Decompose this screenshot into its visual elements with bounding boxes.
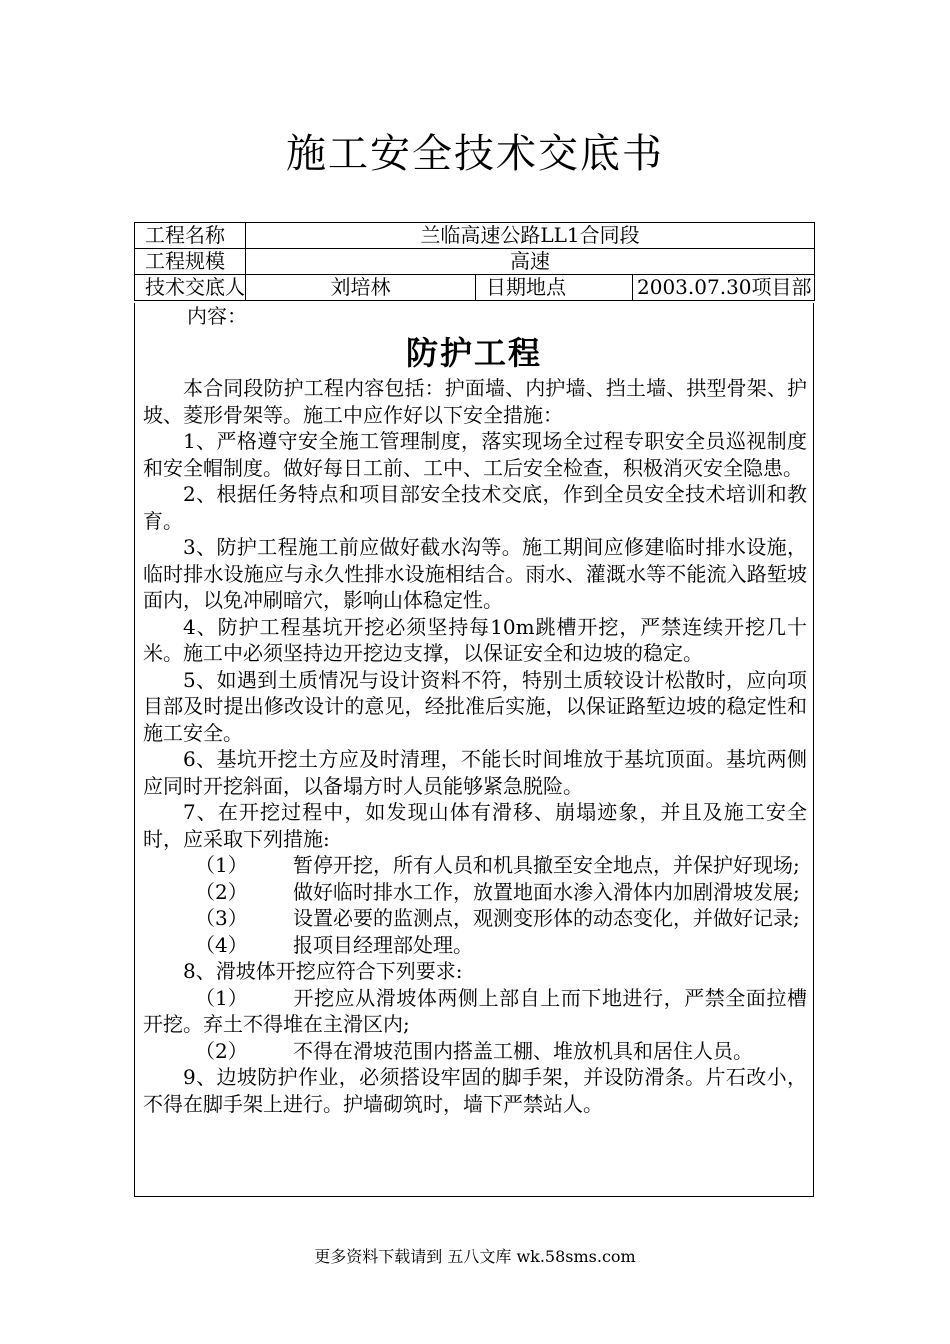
item-8: 8、滑坡体开挖应符合下列要求: — [183, 959, 463, 983]
item-4: 4、防护工程基坑开挖必须坚持每10m跳槽开挖，严禁连续开挖几十米。施工中必须坚持边开挖边支撑，以保证安全和边坡的稳定。 — [143, 614, 807, 665]
item-7-1 — [143, 852, 807, 879]
content-body — [143, 375, 807, 1117]
item-1: 1、严格遵守安全施工管理制度，落实现场全过程专职安全员巡视制度和安全帽制度。做好每日工前、工中、工后安全检查，积极消灭安全隐患。 — [143, 429, 807, 480]
presenter-value: 刘培林 — [246, 275, 476, 301]
item-2: 2、根据任务特点和项目部安全技术交底，作到全员安全技术培训和教育。 — [143, 482, 807, 533]
item-7-2-number: （2） — [195, 879, 248, 904]
item-7-2-text: 做好临时排水工作，放置地面水渗入滑体内加剧滑坡发展; — [293, 879, 800, 904]
item-6: 6、基坑开挖土方应及时清理，不能长时间堆放于基坑顶面。基坑两侧应同时开挖斜面，以备塌方时人员能够紧急脱险。 — [143, 747, 807, 798]
footer-link-text: 更多资料下载请到 五八文库 wk.58sms.com — [314, 1247, 636, 1266]
item-7-4-number: （4） — [195, 932, 248, 957]
project-scale-row — [135, 249, 815, 275]
item-9: 9、边坡防护作业，必须搭设牢固的脚手架，并设防滑条。片石改小，不得在脚手架上进行。护墙砌筑时，墙下严禁站人。 — [143, 1065, 807, 1116]
intro-paragraph: 本合同段防护工程内容包括：护面墙、内护墙、挡土墙、拱型骨架、护坡、菱形骨架等。施工中应作好以下安全措施： — [143, 376, 807, 427]
presenter-row — [135, 275, 815, 301]
item-7-2 — [143, 879, 807, 906]
date-place-label: 日期地点 — [476, 275, 633, 301]
content-label: 内容： — [187, 304, 247, 328]
document-title: 施工安全技术交底书 — [286, 131, 664, 177]
item-7-3-text: 设置必要的监测点，观测变形体的动态变化，并做好记录; — [293, 906, 800, 930]
item-7: 7、在开挖过程中，如发现山体有滑移、崩塌迹象，并且及施工安全时，应采取下列措施: — [143, 800, 807, 851]
date-place-value: 2003.07.30项目部 — [633, 275, 815, 301]
presenter-label: 技术交底人 — [135, 275, 246, 301]
item-8-2-number: （2） — [195, 1038, 248, 1063]
item-8-2-text: 不得在滑坡范围内搭盖工棚、堆放机具和居住人员。 — [293, 1038, 753, 1063]
item-7-4-text: 报项目经理部处理。 — [293, 932, 473, 957]
content-box — [134, 303, 814, 1197]
section-title: 防护工程 — [405, 334, 542, 372]
item-7-1-number: （1） — [195, 853, 248, 877]
item-7-1-text: 暂停开挖，所有人员和机具撤至安全地点，并保护好现场; — [293, 853, 800, 877]
item-7-3 — [143, 905, 807, 932]
project-scale-label: 工程规模 — [135, 249, 246, 275]
item-8-1-text: 开挖应从滑坡体两侧上部自上而下地进行，严禁全面拉槽开挖。弃土不得堆在主滑区内; — [143, 985, 807, 1036]
item-8-1 — [143, 985, 807, 1038]
item-5: 5、如遇到土质情况与设计资料不符，特别土质较设计松散时，应向项目部及时提出修改设计的意见，经批准后实施，以保证路堑边坡的稳定性和施工安全。 — [143, 667, 807, 745]
project-name-value: 兰临高速公路LL1合同段 — [246, 223, 815, 249]
project-info-table — [134, 222, 815, 301]
item-8-2 — [143, 1038, 807, 1065]
item-3: 3、防护工程施工前应做好截水沟等。施工期间应修建临时排水设施，临时排水设施应与永久性排水设施相结合。雨水、灌溉水等不能流入路堑坡面内，以免冲刷暗穴，影响山体稳定性。 — [143, 535, 807, 612]
item-7-4 — [143, 932, 807, 959]
project-name-label: 工程名称 — [135, 223, 246, 249]
item-8-1-number: （1） — [195, 985, 248, 1010]
project-name-row — [135, 223, 815, 249]
project-scale-value: 高速 — [246, 249, 815, 275]
item-7-3-number: （3） — [195, 906, 248, 930]
